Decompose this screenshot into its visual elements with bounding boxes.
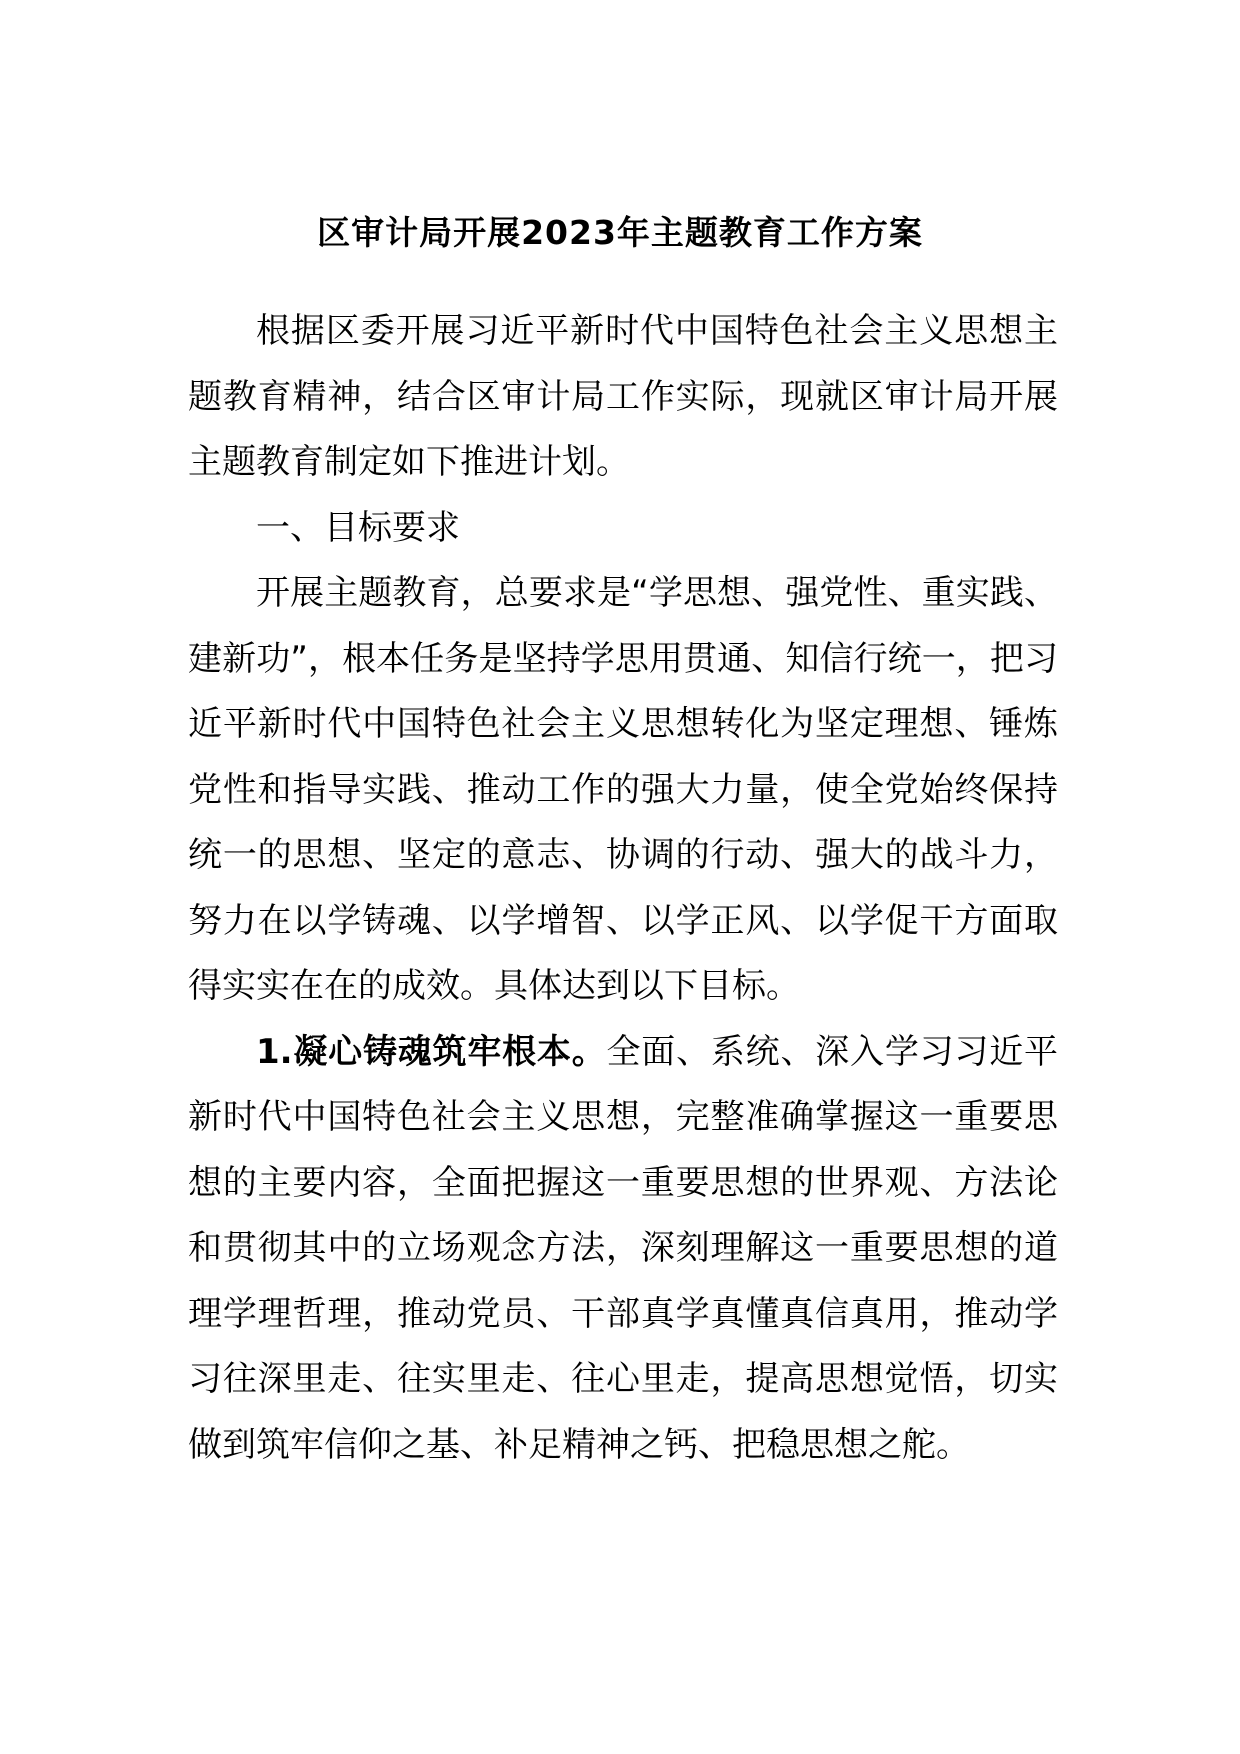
section-heading-goals: 一、目标要求 <box>256 507 460 548</box>
requirements-paragraph: 开展主题教育，总要求是“学思想、强党性、重实践、建新功”，根本任务是坚持学思用贯通、知信行统一，把习近平新时代中国特色社会主义思想转化为坚定理想、锤炼党性和指导实践、推动工作的强大力量，使全党始终保持统一的思想、坚定的意志、协调的行动、强大的战斗力，努力在以学铸魂、以学增智、以学正风、以学促干方面取得实实在在的成效。具体达到以下目标。 <box>188 573 1058 1006</box>
intro-paragraph: 根据区委开展习近平新时代中国特色社会主义思想主题教育精神，结合区审计局工作实际，现就区审计局开展主题教育制定如下推进计划。 <box>188 311 1058 482</box>
item-1-paragraph <box>188 1020 1058 1479</box>
document-title: 区审计局开展2023年主题教育工作方案 <box>317 213 923 252</box>
item-1-heading: 1.凝心铸魂筑牢根本。 <box>256 1031 607 1072</box>
item-1-text: 全面、系统、深入学习习近平新时代中国特色社会主义思想，完整准确掌握这一重要思想的主要内容，全面把握这一重要思想的世界观、方法论和贯彻其中的立场观念方法，深刻理解这一重要思想的道理学理哲理，推动党员、干部真学真懂真信真用，推动学习往深里走、往实里走、往心里走，提高思想觉悟，切实做到筑牢信仰之基、补足精神之钙、把稳思想之舵。 <box>188 1031 1059 1465</box>
document-body <box>188 299 1058 1478</box>
